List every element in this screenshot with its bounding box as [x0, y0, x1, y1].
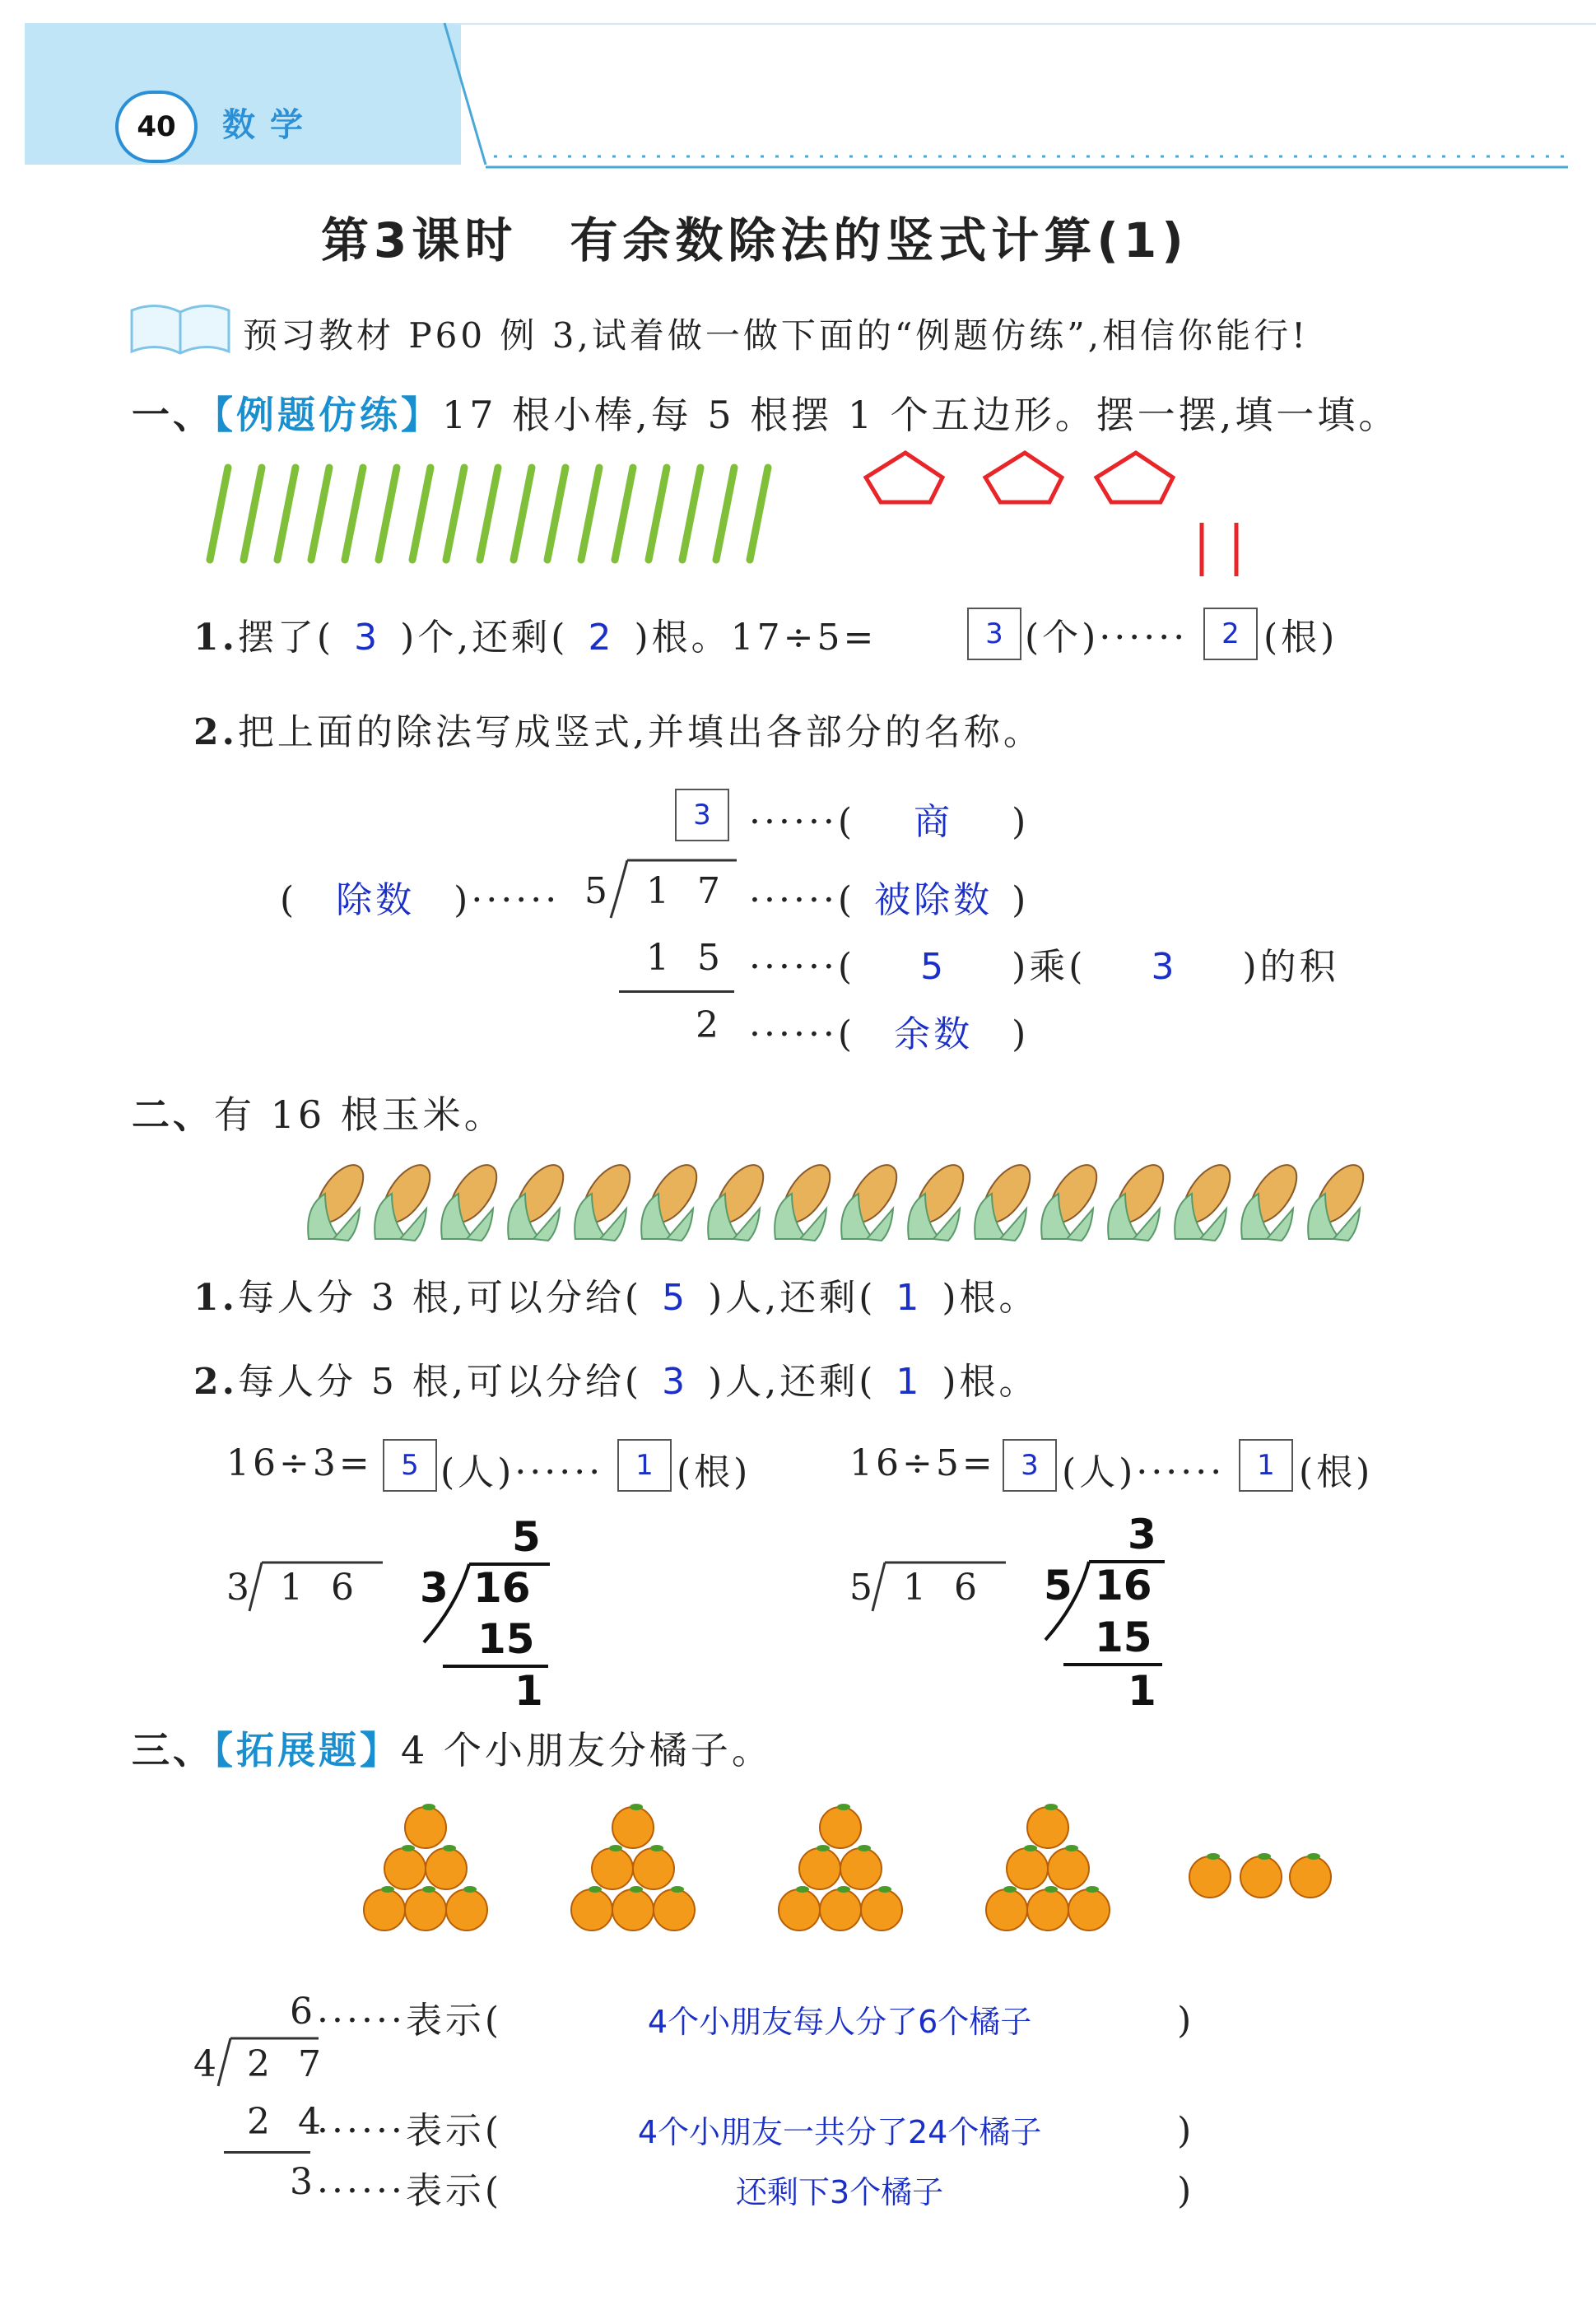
q2-number: 2.: [193, 711, 238, 753]
corn-icon: [975, 1157, 1040, 1241]
orange-icon: [612, 1804, 654, 1848]
divisor-label: ( 除数 )······: [280, 870, 560, 923]
equation2-unit: (根): [1299, 1451, 1374, 1493]
quotient-box[interactable]: 3: [675, 789, 729, 841]
equation1-unit: (人)······: [440, 1451, 604, 1493]
stick: [682, 468, 700, 560]
equation2-expr: 16÷5=: [849, 1442, 996, 1484]
section2-heading: [132, 1085, 505, 1139]
corn-icon: [775, 1157, 840, 1241]
printed-divisor: 5: [849, 1567, 876, 1609]
orange-icon: [986, 1886, 1027, 1930]
answer-field[interactable]: 3: [354, 617, 381, 659]
dots: ······: [749, 1013, 838, 1055]
orange-icon: [820, 1886, 861, 1930]
handwritten-divisor: 3: [420, 1564, 449, 1612]
section3-label: 三、: [132, 1728, 214, 1772]
answer-box[interactable]: 1: [617, 1439, 672, 1492]
remainder: 2: [696, 1004, 722, 1046]
answer-field[interactable]: 还剩下3个橘子: [736, 2174, 944, 2210]
corn-illustration: [292, 1153, 1387, 1247]
book-icon: [128, 300, 235, 358]
q-text: )人,还剩(: [708, 1361, 877, 1403]
equation1-expr: 16÷3=: [226, 1442, 373, 1484]
subtraction-line: [224, 2151, 310, 2154]
stick: [615, 468, 633, 560]
dots: ······: [749, 946, 838, 988]
corn-icon: [441, 1157, 506, 1241]
section1-q1: [193, 608, 877, 660]
section2-q2: [193, 1352, 1039, 1404]
q-text: 每人分 3 根,可以分给(: [237, 1277, 643, 1319]
q1-unit: (根): [1263, 617, 1338, 659]
q1-text: )个,还剩(: [400, 617, 569, 659]
orange-icon: [446, 1886, 487, 1930]
q1-text: 摆了(: [237, 617, 335, 659]
corn-icon: [1175, 1157, 1240, 1241]
q1-number: 1.: [193, 617, 238, 659]
stick: [244, 468, 262, 560]
divisor: 5: [584, 870, 611, 912]
stick: [412, 468, 430, 560]
orange-icon: [592, 1845, 633, 1889]
corn-icon: [1041, 1157, 1106, 1241]
pentagon-shape: [866, 453, 942, 502]
q1-unit: (个)······: [1025, 617, 1189, 659]
corn-icon: [908, 1157, 973, 1241]
orange-icon: [1290, 1853, 1331, 1898]
handwritten-product: 15: [477, 1615, 535, 1663]
product-label: ······( 5 )乘( 3 )的积: [749, 946, 1339, 988]
corn-icon: [308, 1157, 373, 1241]
q1-text: )根。17÷5=: [634, 617, 877, 659]
meaning-label: ······表示(: [317, 2000, 503, 2042]
orange-icon: [861, 1886, 902, 1930]
orange-icon: [1048, 1845, 1089, 1889]
handwritten-remainder: 1: [1128, 1667, 1156, 1715]
dividend: 2 7: [247, 2043, 329, 2085]
section2-text: 有 16 根玉米。: [214, 1092, 505, 1137]
corn-icon: [641, 1157, 706, 1241]
meaning-row: ······表示( 4个小朋友每人分了6个橘子 ): [317, 1991, 1194, 2043]
q2-number: 2.: [193, 1361, 238, 1403]
orange-icon: [779, 1886, 820, 1930]
pentagon-shape: [985, 453, 1062, 502]
corn-icon: [508, 1157, 573, 1241]
section1-tag: 【例题仿练】: [214, 393, 442, 437]
divisor: 4: [193, 2043, 220, 2085]
orange-icon: [405, 1804, 446, 1848]
section1-text: 17 根小棒,每 5 根摆 1 个五边形。摆一摆,填一填。: [442, 393, 1400, 437]
corn-icon: [1241, 1157, 1306, 1241]
corn-icon: [841, 1157, 906, 1241]
section1-label: 一、: [132, 393, 214, 437]
product: 2 4: [247, 2101, 329, 2143]
section3-heading: [132, 1721, 773, 1775]
stick: [311, 468, 329, 560]
orange-icon: [1007, 1845, 1048, 1889]
answer-field[interactable]: 3: [662, 1361, 689, 1403]
answer-field[interactable]: 4个小朋友一共分了24个橘子: [637, 2114, 1042, 2150]
stick: [277, 468, 295, 560]
stick: [547, 468, 565, 560]
printed-dividend: 1 6: [280, 1567, 362, 1609]
orange-icon: [1027, 1886, 1068, 1930]
stick: [210, 468, 228, 560]
dividend: 1 7: [646, 870, 728, 912]
product-word: 的积: [1259, 946, 1339, 988]
dots: ······: [749, 801, 838, 843]
orange-icon: [1068, 1886, 1110, 1930]
orange-icon: [1027, 1804, 1068, 1848]
stick: [514, 468, 532, 560]
stick: [716, 468, 734, 560]
orange-icon: [799, 1845, 840, 1889]
multiply-word: 乘: [1029, 946, 1069, 988]
answer-box[interactable]: 5: [383, 1439, 437, 1492]
answer-field[interactable]: 3: [1151, 946, 1178, 988]
q-text: )根。: [942, 1361, 1039, 1403]
stick: [649, 468, 667, 560]
remainder: 3: [290, 2161, 316, 2203]
printed-divisor: 3: [226, 1567, 253, 1609]
subtraction-line: [619, 990, 734, 993]
q-text: )根。: [942, 1277, 1039, 1319]
answer-field[interactable]: 4个小朋友每人分了6个橘子: [647, 2004, 1032, 2040]
dots: ······: [749, 879, 838, 921]
answer-field[interactable]: 5: [662, 1277, 689, 1319]
orange-icon: [633, 1845, 674, 1889]
oranges-illustration: [329, 1795, 1366, 1951]
quotient-label: ······( 商 ): [749, 792, 1029, 845]
stick: [581, 468, 599, 560]
dots: ······: [471, 879, 561, 921]
answer-field[interactable]: 5: [920, 946, 947, 988]
meaning-label: ······表示(: [317, 2170, 503, 2212]
equation1-unit: (根): [677, 1451, 751, 1493]
orange-icon: [1240, 1853, 1282, 1898]
section2-q1: [193, 1268, 1039, 1320]
dividend-label: ······( 被除数 ): [749, 870, 1029, 923]
q-text: )人,还剩(: [708, 1277, 877, 1319]
handwritten-dividend: 16: [473, 1564, 531, 1612]
quotient: 6: [290, 1991, 316, 2033]
stick: [446, 468, 464, 560]
handwritten-divisor: 5: [1044, 1562, 1073, 1609]
corn-icon: [575, 1157, 640, 1241]
answer-field[interactable]: 除数: [336, 879, 416, 921]
orange-icon: [840, 1845, 882, 1889]
subtraction-line: [1063, 1663, 1162, 1666]
equation2-unit: (人)······: [1062, 1451, 1226, 1493]
answer-box[interactable]: 1: [1239, 1439, 1293, 1492]
header-decoration: [0, 0, 1596, 177]
handwritten-product: 15: [1095, 1614, 1152, 1661]
meaning-row: ······表示( 4个小朋友一共分了24个橘子 ): [317, 2101, 1194, 2154]
answer-box[interactable]: 2: [1203, 608, 1258, 660]
section3-text: 4 个小朋友分橘子。: [401, 1728, 773, 1772]
pentagon-shape: [1096, 453, 1173, 502]
section1-q2: [193, 702, 1043, 755]
handwritten-quotient: 3: [1128, 1511, 1156, 1558]
stick: [750, 468, 768, 560]
answer-field[interactable]: 1: [896, 1277, 923, 1319]
handwritten-dividend: 16: [1095, 1562, 1152, 1609]
answer-box[interactable]: 3: [1003, 1439, 1057, 1492]
q1-number: 1.: [193, 1277, 238, 1319]
handwritten-remainder: 1: [514, 1667, 543, 1715]
section2-label: 二、: [132, 1092, 214, 1137]
q-text: 每人分 5 根,可以分给(: [237, 1361, 643, 1403]
meaning-row: ······表示( 还剩下3个橘子 ): [317, 2161, 1194, 2214]
handwritten-quotient: 5: [512, 1513, 541, 1561]
section1-heading: [132, 385, 1399, 440]
orange-icon: [426, 1845, 467, 1889]
remainder-label: ······( 余数 ): [749, 1004, 1029, 1057]
orange-icon: [1189, 1853, 1231, 1898]
corn-icon: [1108, 1157, 1173, 1241]
q2-text: 把上面的除法写成竖式,并填出各部分的名称。: [237, 711, 1043, 753]
orange-icon: [384, 1845, 426, 1889]
answer-field[interactable]: 余数: [894, 1013, 974, 1055]
orange-icon: [364, 1886, 405, 1930]
stick: [480, 468, 498, 560]
product: 1 5: [646, 937, 728, 979]
corn-icon: [375, 1157, 440, 1241]
answer-field[interactable]: 商: [914, 801, 954, 843]
corn-icon: [708, 1157, 773, 1241]
page-number-badge: 40: [115, 91, 198, 163]
answer-box[interactable]: 3: [967, 608, 1021, 660]
orange-icon: [405, 1886, 446, 1930]
stick: [345, 468, 363, 560]
answer-field[interactable]: 被除数: [874, 879, 993, 921]
answer-field[interactable]: 1: [896, 1361, 923, 1403]
orange-icon: [571, 1886, 612, 1930]
meaning-label: ······表示(: [317, 2110, 503, 2152]
page-title: 第3课时 有余数除法的竖式计算(1): [321, 212, 1189, 268]
subject-label: 数学: [222, 106, 318, 144]
orange-icon: [612, 1886, 654, 1930]
answer-field[interactable]: 2: [588, 617, 615, 659]
stick: [379, 468, 397, 560]
pentagons-illustration: [856, 445, 1268, 584]
sticks-illustration: [185, 461, 794, 568]
corn-icon: [1308, 1157, 1373, 1241]
printed-dividend: 1 6: [903, 1567, 985, 1609]
section3-tag: 【拓展题】: [214, 1728, 401, 1772]
orange-icon: [654, 1886, 695, 1930]
orange-icon: [820, 1804, 861, 1848]
preview-text: 预习教材 P60 例 3,试着做一做下面的“例题仿练”,相信你能行!: [243, 315, 1310, 356]
